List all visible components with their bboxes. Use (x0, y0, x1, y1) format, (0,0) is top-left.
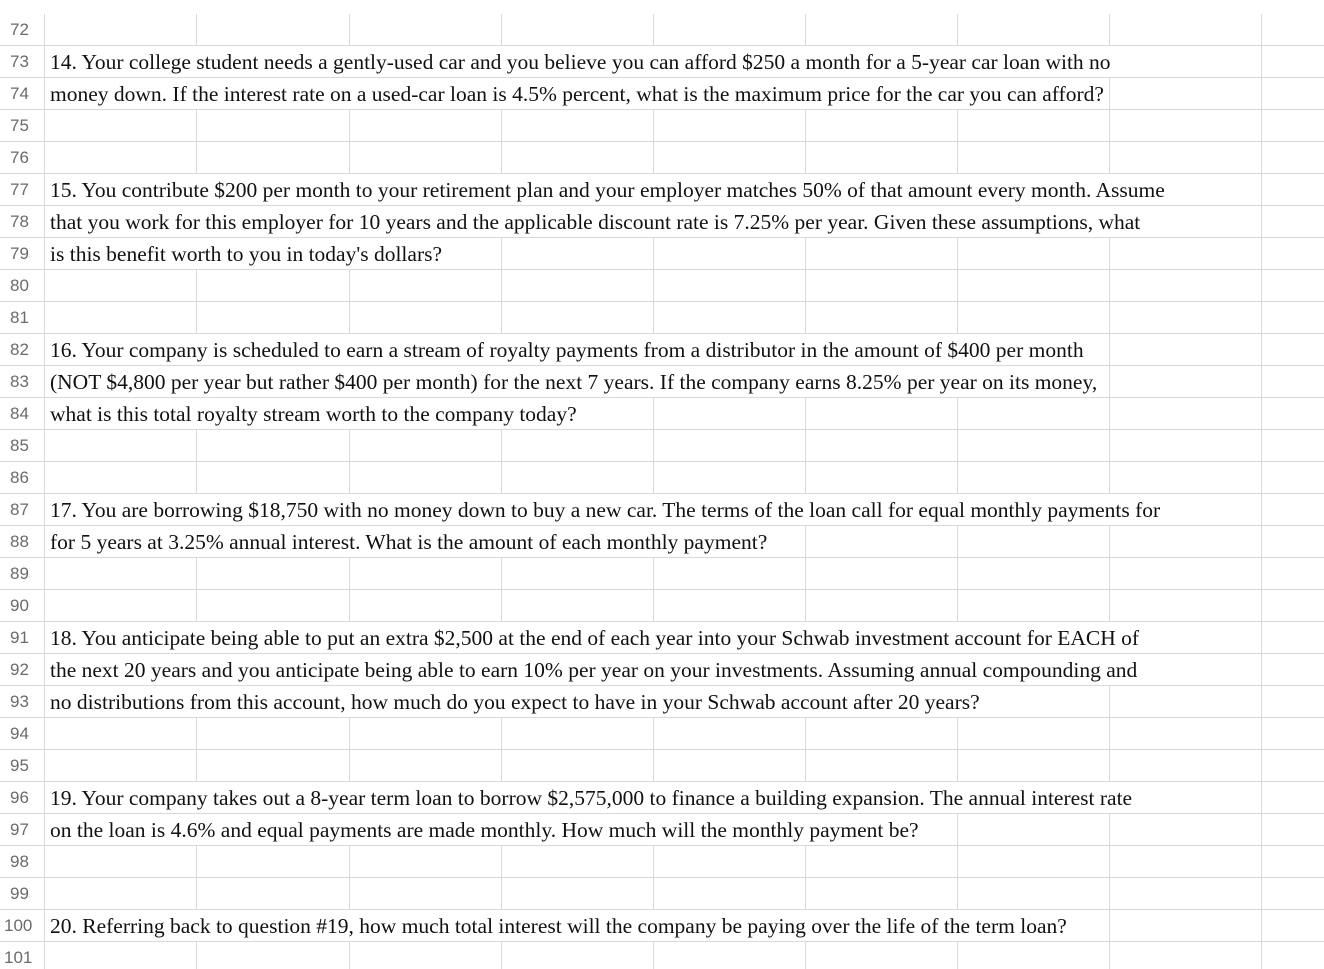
row-cells (44, 14, 1324, 45)
grid-cell[interactable] (501, 462, 653, 493)
grid-cell[interactable] (805, 750, 957, 781)
grid-cell[interactable] (1261, 14, 1324, 45)
cell-text: for 5 years at 3.25% annual interest. What is the amount of each monthly payment? (50, 526, 771, 557)
sheet-row (0, 206, 1324, 238)
grid-cell[interactable] (1109, 78, 1261, 109)
row-number-header[interactable]: 101 (0, 942, 44, 969)
grid-cell[interactable] (1261, 526, 1324, 557)
grid-cell[interactable] (957, 302, 1109, 333)
row-cells (44, 750, 1324, 781)
grid-cell[interactable] (957, 14, 1109, 45)
row-cells (44, 590, 1324, 621)
grid-cell[interactable] (1261, 174, 1324, 205)
grid-cell[interactable] (1109, 462, 1261, 493)
grid-cell[interactable] (44, 142, 196, 173)
row-number-header[interactable]: 90 (0, 590, 44, 621)
grid-cell[interactable] (1261, 494, 1324, 525)
sheet-row (0, 78, 1324, 110)
grid-cell[interactable] (349, 462, 501, 493)
cell-text: 15. You contribute $200 per month to your retirement plan and your employer matches 50% of that amount every month. Assume (50, 174, 1169, 205)
row-number-header[interactable]: 93 (0, 686, 44, 717)
row-number-header[interactable]: 85 (0, 430, 44, 461)
row-number-header[interactable]: 80 (0, 270, 44, 301)
grid-cell[interactable] (349, 142, 501, 173)
grid-cell[interactable] (805, 558, 957, 589)
sheet-row (0, 494, 1324, 526)
cell-text: 14. Your college student needs a gently-used car and you believe you can afford $250 a month for a 5-year car loan with no (50, 46, 1115, 77)
row-cells (44, 270, 1324, 301)
row-number-header[interactable]: 84 (0, 398, 44, 429)
grid-cell[interactable] (1261, 366, 1324, 397)
grid-cell[interactable] (1261, 46, 1324, 77)
grid-cell[interactable] (805, 526, 957, 557)
grid-cell[interactable] (501, 430, 653, 461)
grid-cell[interactable] (653, 750, 805, 781)
grid-cell[interactable] (653, 942, 805, 969)
grid-cell[interactable] (196, 14, 349, 45)
sheet-row (0, 110, 1324, 142)
sheet-row (0, 270, 1324, 302)
row-number-header[interactable]: 78 (0, 206, 44, 237)
row-number-header[interactable]: 92 (0, 654, 44, 685)
grid-cell[interactable] (1109, 14, 1261, 45)
grid-cell[interactable] (44, 430, 196, 461)
grid-cell[interactable] (1109, 590, 1261, 621)
grid-cell[interactable] (1261, 718, 1324, 749)
row-number-header[interactable]: 88 (0, 526, 44, 557)
grid-cell[interactable] (1109, 942, 1261, 969)
row-number-header[interactable]: 99 (0, 878, 44, 909)
grid-cell[interactable] (1261, 590, 1324, 621)
grid-cell[interactable] (957, 814, 1109, 845)
grid-cell[interactable] (805, 718, 957, 749)
grid-cell[interactable] (1109, 878, 1261, 909)
grid-cell[interactable] (1261, 110, 1324, 141)
cell-text: on the loan is 4.6% and equal payments are made monthly. How much will the monthly payment be? (50, 814, 923, 845)
grid-cell[interactable] (957, 526, 1109, 557)
grid-cell[interactable] (1109, 110, 1261, 141)
grid-cell[interactable] (1109, 46, 1261, 77)
cell-text: (NOT $4,800 per year but rather $400 per month) for the next 7 years. If the company earns 8.25% per year on its money, (50, 366, 1101, 397)
grid-cell[interactable] (196, 718, 349, 749)
grid-cell[interactable] (1261, 686, 1324, 717)
grid-cell[interactable] (1261, 462, 1324, 493)
sheet-row (0, 302, 1324, 334)
grid-cell[interactable] (957, 558, 1109, 589)
grid-cell[interactable] (44, 718, 196, 749)
grid-cell[interactable] (196, 846, 349, 877)
grid-cell[interactable] (957, 878, 1109, 909)
grid-cell[interactable] (1261, 878, 1324, 909)
row-cells (44, 846, 1324, 877)
grid-cell[interactable] (196, 942, 349, 969)
grid-cell[interactable] (349, 846, 501, 877)
grid-cell[interactable] (501, 270, 653, 301)
row-number-header[interactable]: 73 (0, 46, 44, 77)
grid-cell[interactable] (1109, 334, 1261, 365)
sheet-row (0, 878, 1324, 910)
grid-cell[interactable] (653, 142, 805, 173)
row-cells (44, 430, 1324, 461)
grid-cell[interactable] (653, 398, 805, 429)
grid-cell[interactable] (44, 270, 196, 301)
grid-cell[interactable] (44, 878, 196, 909)
grid-cell[interactable] (501, 590, 653, 621)
grid-cell[interactable] (1261, 398, 1324, 429)
grid-cell[interactable] (805, 270, 957, 301)
grid-cell[interactable] (1109, 270, 1261, 301)
grid-cell[interactable] (957, 110, 1109, 141)
grid-cell[interactable] (957, 142, 1109, 173)
row-number-header[interactable]: 75 (0, 110, 44, 141)
grid-cell[interactable] (805, 142, 957, 173)
grid-cell[interactable] (653, 462, 805, 493)
grid-cell[interactable] (501, 718, 653, 749)
grid-cell[interactable] (957, 430, 1109, 461)
grid-cell[interactable] (1261, 334, 1324, 365)
cell-text: the next 20 years and you anticipate being able to earn 10% per year on your investments. Assuming annual compounding and (50, 654, 1141, 685)
cell-text: 20. Referring back to question #19, how much total interest will the company be paying over the life of the term loan? (50, 910, 1071, 941)
cell-text: 16. Your company is scheduled to earn a stream of royalty payments from a distributor in the amount of $400 per month (50, 334, 1088, 365)
grid-cell[interactable] (501, 110, 653, 141)
grid-cell[interactable] (805, 14, 957, 45)
grid-cell[interactable] (1261, 270, 1324, 301)
grid-cell[interactable] (349, 718, 501, 749)
sheet-row (0, 654, 1324, 686)
grid-cell[interactable] (653, 14, 805, 45)
row-cells (44, 142, 1324, 173)
row-cells (44, 878, 1324, 909)
sheet-row (0, 814, 1324, 846)
grid-cell[interactable] (805, 302, 957, 333)
sheet-row (0, 526, 1324, 558)
grid-cell[interactable] (501, 238, 653, 269)
grid-cell[interactable] (1109, 558, 1261, 589)
grid-cell[interactable] (501, 142, 653, 173)
grid-cell[interactable] (653, 878, 805, 909)
grid-cell[interactable] (1261, 782, 1324, 813)
row-number-header[interactable]: 94 (0, 718, 44, 749)
grid-cell[interactable] (805, 398, 957, 429)
grid-cell[interactable] (349, 430, 501, 461)
sheet-row (0, 334, 1324, 366)
row-cells (44, 718, 1324, 749)
grid-cell[interactable] (349, 590, 501, 621)
row-number-header[interactable]: 97 (0, 814, 44, 845)
grid-cell[interactable] (805, 590, 957, 621)
grid-cell[interactable] (1261, 622, 1324, 653)
grid-cell[interactable] (653, 270, 805, 301)
row-number-header[interactable]: 82 (0, 334, 44, 365)
grid-cell[interactable] (1109, 430, 1261, 461)
grid-cell[interactable] (1109, 846, 1261, 877)
sheet-row (0, 46, 1324, 78)
grid-cell[interactable] (1261, 942, 1324, 969)
grid-cell[interactable] (196, 110, 349, 141)
grid-cell[interactable] (44, 462, 196, 493)
sheet-row (0, 750, 1324, 782)
sheet-row (0, 782, 1324, 814)
row-number-header[interactable]: 91 (0, 622, 44, 653)
grid-cell[interactable] (653, 430, 805, 461)
sheet-row (0, 398, 1324, 430)
grid-cell[interactable] (957, 718, 1109, 749)
grid-cell[interactable] (957, 270, 1109, 301)
row-number-header[interactable]: 89 (0, 558, 44, 589)
row-number-header[interactable]: 87 (0, 494, 44, 525)
row-number-header[interactable]: 81 (0, 302, 44, 333)
sheet-row (0, 622, 1324, 654)
grid-cell[interactable] (196, 142, 349, 173)
sheet-row (0, 238, 1324, 270)
row-cells (44, 942, 1324, 969)
grid-cell[interactable] (44, 558, 196, 589)
grid-cell[interactable] (196, 878, 349, 909)
grid-cell[interactable] (653, 302, 805, 333)
sheet-row (0, 142, 1324, 174)
grid-cell[interactable] (1109, 142, 1261, 173)
grid-cell[interactable] (805, 430, 957, 461)
cell-text: money down. If the interest rate on a used-car loan is 4.5% percent, what is the maximum price for the car you can afford? (50, 78, 1108, 109)
grid-cell[interactable] (1109, 814, 1261, 845)
sheet-row (0, 910, 1324, 942)
grid-cell[interactable] (653, 590, 805, 621)
sheet-row (0, 366, 1324, 398)
grid-cell[interactable] (44, 590, 196, 621)
sheet-row (0, 558, 1324, 590)
grid-cell[interactable] (957, 462, 1109, 493)
grid-cell[interactable] (957, 846, 1109, 877)
grid-cell[interactable] (501, 558, 653, 589)
grid-cell[interactable] (349, 750, 501, 781)
grid-cell[interactable] (501, 750, 653, 781)
grid-cell[interactable] (1109, 750, 1261, 781)
row-number-header[interactable]: 76 (0, 142, 44, 173)
grid-cell[interactable] (653, 846, 805, 877)
grid-cell[interactable] (196, 558, 349, 589)
grid-cell[interactable] (1261, 846, 1324, 877)
grid-cell[interactable] (1109, 366, 1261, 397)
row-cells (44, 110, 1324, 141)
grid-cell[interactable] (653, 558, 805, 589)
grid-cell[interactable] (196, 302, 349, 333)
row-number-header[interactable]: 96 (0, 782, 44, 813)
sheet-row (0, 846, 1324, 878)
row-number-header[interactable]: 72 (0, 14, 44, 45)
grid-cell[interactable] (957, 942, 1109, 969)
grid-cell[interactable] (653, 718, 805, 749)
grid-cell[interactable] (805, 110, 957, 141)
grid-cell[interactable] (1109, 238, 1261, 269)
row-number-header[interactable]: 74 (0, 78, 44, 109)
grid-cell[interactable] (196, 430, 349, 461)
grid-cell[interactable] (1261, 302, 1324, 333)
cell-text: 19. Your company takes out a 8-year term loan to borrow $2,575,000 to finance a building expansion. The annual interest rate (50, 782, 1136, 813)
grid-cell[interactable] (501, 302, 653, 333)
sheet-row (0, 686, 1324, 718)
grid-cell[interactable] (805, 846, 957, 877)
grid-cell[interactable] (44, 846, 196, 877)
grid-cell[interactable] (501, 14, 653, 45)
sheet-row (0, 462, 1324, 494)
cell-text: what is this total royalty stream worth to the company today? (50, 398, 581, 429)
grid-cell[interactable] (196, 590, 349, 621)
grid-cell[interactable] (1261, 654, 1324, 685)
grid-cell[interactable] (957, 398, 1109, 429)
grid-cell[interactable] (1261, 910, 1324, 941)
sheet-row (0, 430, 1324, 462)
grid-cell[interactable] (349, 270, 501, 301)
grid-cell[interactable] (44, 302, 196, 333)
cell-text: that you work for this employer for 10 years and the applicable discount rate is 7.25% per year. Given these assumptions, what (50, 206, 1144, 237)
row-cells (44, 302, 1324, 333)
grid-cell[interactable] (1261, 206, 1324, 237)
cell-text: 17. You are borrowing $18,750 with no money down to buy a new car. The terms of the loan call for equal monthly payments for (50, 494, 1164, 525)
row-cells (44, 462, 1324, 493)
grid-cell[interactable] (957, 750, 1109, 781)
grid-cell[interactable] (805, 238, 957, 269)
row-cells (44, 558, 1324, 589)
row-number-header[interactable]: 77 (0, 174, 44, 205)
cell-text: is this benefit worth to you in today's dollars? (50, 238, 446, 269)
grid-cell[interactable] (1261, 78, 1324, 109)
row-number-header[interactable]: 95 (0, 750, 44, 781)
grid-cell[interactable] (349, 878, 501, 909)
grid-cell[interactable] (196, 750, 349, 781)
grid-cell[interactable] (501, 878, 653, 909)
sheet-row (0, 590, 1324, 622)
grid-cell[interactable] (349, 558, 501, 589)
row-number-header[interactable]: 86 (0, 462, 44, 493)
grid-cell[interactable] (1109, 302, 1261, 333)
sheet-row (0, 174, 1324, 206)
sheet-row (0, 718, 1324, 750)
grid-cell[interactable] (805, 462, 957, 493)
grid-cell[interactable] (1261, 814, 1324, 845)
grid-cell[interactable] (196, 462, 349, 493)
row-number-header[interactable]: 83 (0, 366, 44, 397)
grid-cell[interactable] (44, 942, 196, 969)
sheet-row (0, 14, 1324, 46)
row-number-header[interactable]: 100 (0, 910, 44, 941)
cell-text: 18. You anticipate being able to put an extra $2,500 at the end of each year into your Schwab investment account for EACH of (50, 622, 1143, 653)
cell-text: no distributions from this account, how much do you expect to have in your Schwab account after 20 years? (50, 686, 984, 717)
grid-cell[interactable] (1261, 142, 1324, 173)
grid-cell[interactable] (349, 942, 501, 969)
grid-cell[interactable] (805, 878, 957, 909)
grid-cell[interactable] (1261, 430, 1324, 461)
grid-cell[interactable] (501, 846, 653, 877)
grid-cell[interactable] (44, 750, 196, 781)
grid-cell[interactable] (1109, 718, 1261, 749)
grid-cell[interactable] (653, 110, 805, 141)
grid-cell[interactable] (1261, 558, 1324, 589)
grid-cell[interactable] (1109, 686, 1261, 717)
grid-cell[interactable] (44, 14, 196, 45)
row-number-header[interactable]: 98 (0, 846, 44, 877)
grid-cell[interactable] (44, 110, 196, 141)
grid-cell[interactable] (653, 238, 805, 269)
grid-cell[interactable] (349, 110, 501, 141)
grid-cell[interactable] (349, 14, 501, 45)
grid-cell[interactable] (349, 302, 501, 333)
sheet-row (0, 942, 1324, 969)
grid-cell[interactable] (196, 270, 349, 301)
grid-cell[interactable] (1261, 750, 1324, 781)
grid-cell[interactable] (957, 590, 1109, 621)
grid-cell[interactable] (1109, 526, 1261, 557)
grid-cell[interactable] (957, 238, 1109, 269)
grid-cell[interactable] (805, 942, 957, 969)
grid-cell[interactable] (1261, 238, 1324, 269)
grid-cell[interactable] (1109, 398, 1261, 429)
grid-cell[interactable] (501, 942, 653, 969)
grid-cell[interactable] (1109, 910, 1261, 941)
row-number-header[interactable]: 79 (0, 238, 44, 269)
